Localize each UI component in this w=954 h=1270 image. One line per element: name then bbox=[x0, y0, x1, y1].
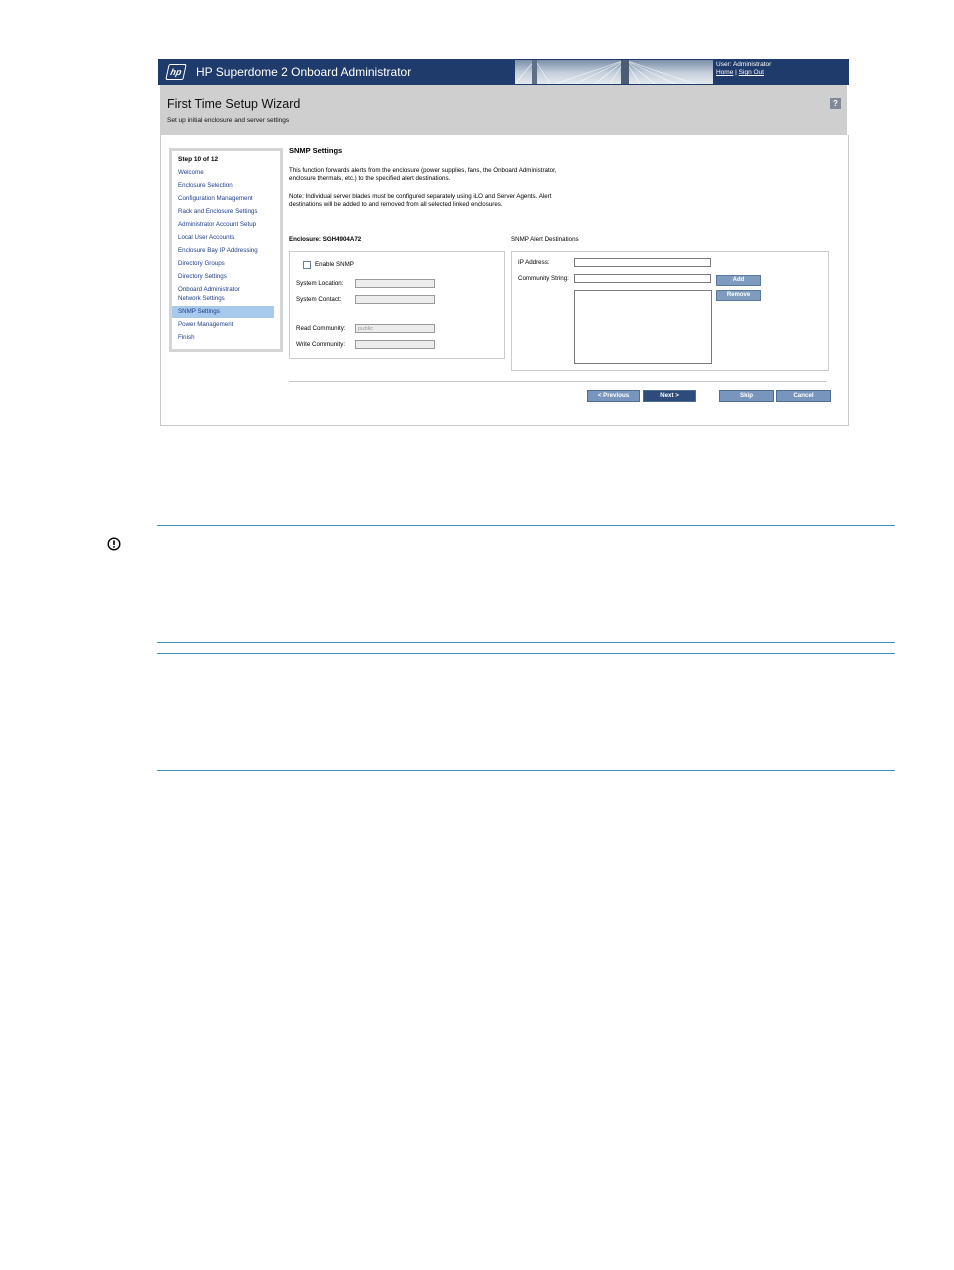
hp-logo: hp bbox=[165, 64, 186, 80]
step-oa-line2: Network Settings bbox=[178, 294, 225, 302]
section-title: SNMP Settings bbox=[289, 146, 343, 155]
step-snmp-settings[interactable]: SNMP Settings bbox=[172, 306, 274, 318]
screenshot-window bbox=[158, 59, 849, 428]
step-oa-line1: Onboard Administrator bbox=[178, 286, 240, 293]
system-contact-input[interactable] bbox=[355, 295, 435, 304]
enclosure-settings-panel bbox=[289, 251, 505, 359]
user-box bbox=[716, 61, 771, 77]
write-community-input[interactable] bbox=[355, 340, 435, 349]
description-line2: enclosure thermals, etc.) to the specified alert destinations. bbox=[289, 175, 451, 182]
step-administrator-account-setup[interactable]: Administrator Account Setup bbox=[178, 221, 257, 228]
second-note-top-rule bbox=[157, 653, 895, 654]
previous-button[interactable]: < Previous bbox=[587, 390, 640, 402]
step-directory-groups[interactable]: Directory Groups bbox=[178, 260, 225, 267]
important-note-bottom-rule bbox=[157, 642, 895, 643]
step-enclosure-bay-ip[interactable]: Enclosure Bay IP Addressing bbox=[178, 247, 258, 254]
description-line1: This function forwards alerts from the enclosure (power supplies, fans, the Onboard Administrator, bbox=[289, 167, 557, 174]
step-finish[interactable]: Finish bbox=[178, 334, 195, 341]
step-power-management[interactable]: Power Management bbox=[178, 321, 234, 328]
write-community-label: Write Community: bbox=[296, 341, 346, 348]
bridge-cables-graphic bbox=[515, 60, 713, 84]
important-icon bbox=[107, 537, 121, 551]
app-banner bbox=[158, 59, 849, 85]
step-count: Step 10 of 12 bbox=[178, 156, 219, 163]
ip-address-input[interactable] bbox=[574, 258, 711, 267]
community-string-input[interactable] bbox=[574, 274, 711, 283]
important-note-top-rule bbox=[157, 525, 895, 526]
link-separator: | bbox=[735, 69, 737, 76]
enable-snmp-label: Enable SNMP bbox=[315, 261, 354, 268]
skip-button[interactable]: Skip bbox=[719, 390, 774, 402]
add-button[interactable]: Add bbox=[716, 275, 761, 286]
note-line1: Note: Individual server blades must be configured separately using iLO and Server Agents. Alert bbox=[289, 193, 552, 200]
system-contact-label: System Contact: bbox=[296, 296, 342, 303]
note-paragraph bbox=[289, 193, 609, 209]
second-note-bottom-rule bbox=[157, 770, 895, 771]
step-welcome[interactable]: Welcome bbox=[178, 169, 204, 176]
wizard-header bbox=[160, 85, 847, 135]
read-community-label: Read Community: bbox=[296, 325, 346, 332]
enclosure-label: Enclosure: SGH4904A72 bbox=[289, 236, 362, 243]
home-link[interactable]: Home bbox=[716, 69, 734, 76]
note-line2: destinations will be added to and removed from all selected linked enclosures. bbox=[289, 201, 503, 208]
steps-panel bbox=[169, 148, 283, 352]
step-oa-network-settings[interactable] bbox=[172, 284, 274, 306]
read-community-input[interactable]: public bbox=[355, 324, 435, 333]
community-string-label: Community String: bbox=[518, 275, 569, 282]
remove-button[interactable]: Remove bbox=[716, 290, 761, 301]
help-icon[interactable]: ? bbox=[830, 98, 841, 109]
alert-destinations-label: SNMP Alert Destinations bbox=[511, 236, 579, 243]
step-directory-settings[interactable]: Directory Settings bbox=[178, 273, 227, 280]
wizard-subtitle: Set up initial enclosure and server settings bbox=[167, 117, 290, 124]
system-location-input[interactable] bbox=[355, 279, 435, 288]
wizard-title: First Time Setup Wizard bbox=[167, 97, 301, 111]
system-location-label: System Location: bbox=[296, 280, 344, 287]
app-title: HP Superdome 2 Onboard Administrator bbox=[196, 65, 412, 79]
step-configuration-management[interactable]: Configuration Management bbox=[178, 195, 253, 202]
banner-bridge-image bbox=[515, 60, 713, 84]
footer-divider bbox=[289, 381, 827, 382]
alert-destinations-panel bbox=[511, 251, 829, 371]
wizard-content bbox=[160, 135, 849, 426]
cancel-button[interactable]: Cancel bbox=[776, 390, 831, 402]
destinations-listbox[interactable] bbox=[574, 290, 712, 364]
ip-address-label: IP Address: bbox=[518, 259, 550, 266]
enable-snmp-checkbox[interactable] bbox=[303, 261, 311, 269]
sign-out-link[interactable]: Sign Out bbox=[738, 69, 764, 76]
step-enclosure-selection[interactable]: Enclosure Selection bbox=[178, 182, 233, 189]
step-local-user-accounts[interactable]: Local User Accounts bbox=[178, 234, 235, 241]
step-rack-enclosure-settings[interactable]: Rack and Enclosure Settings bbox=[178, 208, 258, 215]
description-paragraph bbox=[289, 167, 609, 183]
user-label: User: Administrator bbox=[716, 61, 772, 68]
next-button[interactable]: Next > bbox=[643, 390, 696, 402]
